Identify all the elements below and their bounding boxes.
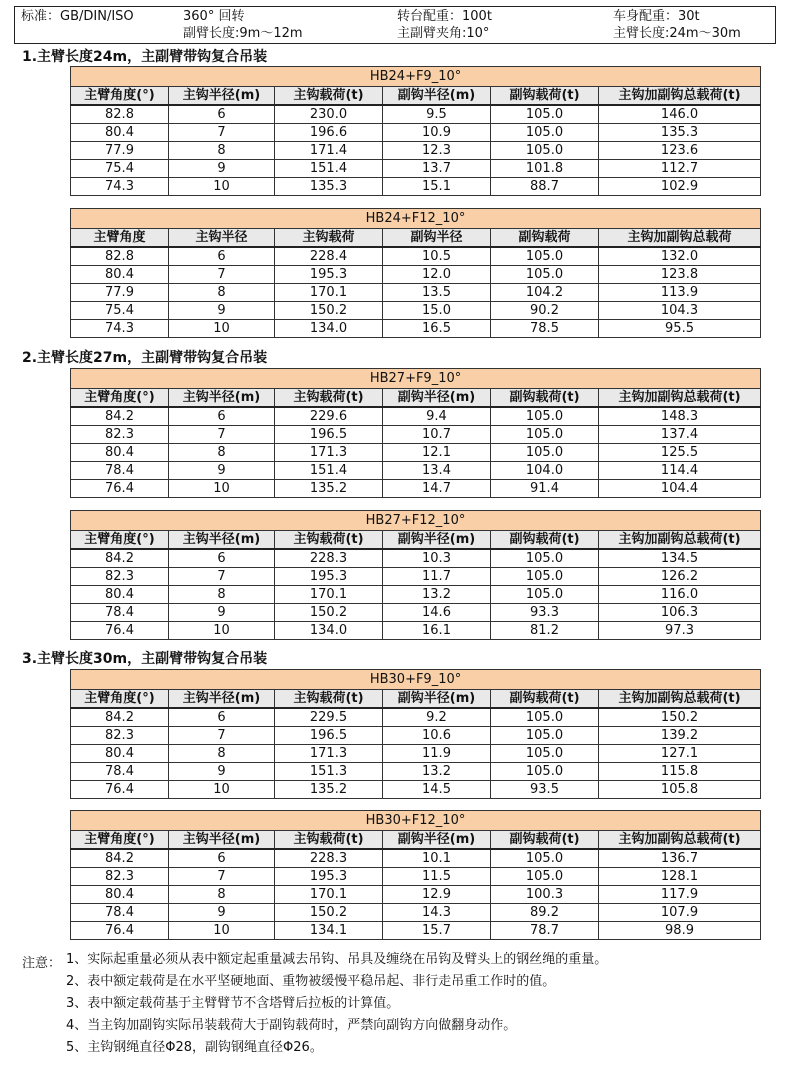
table-cell: 137.4 xyxy=(599,426,761,444)
column-header: 副钩半径(m) xyxy=(383,389,491,408)
jib-length-text: 副臂长度:9m～12m xyxy=(183,26,303,41)
table-cell: 89.2 xyxy=(491,904,599,922)
table-cell: 101.8 xyxy=(491,160,599,178)
table-title: HB24+F12_10° xyxy=(71,209,761,229)
table-cell: 8 xyxy=(169,284,275,302)
table-row xyxy=(71,868,761,886)
table-cell: 105.0 xyxy=(491,586,599,604)
table-cell: 126.2 xyxy=(599,568,761,586)
table-row xyxy=(71,604,761,622)
table-cell: 15.1 xyxy=(383,178,491,196)
table-cell: 117.9 xyxy=(599,886,761,904)
table-row xyxy=(71,142,761,160)
table-cell: 8 xyxy=(169,745,275,763)
table-cell: 9 xyxy=(169,763,275,781)
column-header: 副钩载荷(t) xyxy=(491,831,599,850)
table-cell: 78.4 xyxy=(71,604,169,622)
table-row xyxy=(71,745,761,763)
column-header: 副钩半径(m) xyxy=(383,831,491,850)
table-row xyxy=(71,407,761,426)
table-cell: 74.3 xyxy=(71,320,169,338)
table-cell: 13.2 xyxy=(383,763,491,781)
jib-angle-text: 主副臂夹角:10° xyxy=(397,26,490,41)
table-cell: 105.0 xyxy=(491,849,599,868)
table-cell: 114.4 xyxy=(599,462,761,480)
column-header-row xyxy=(71,831,761,850)
table-cell: 90.2 xyxy=(491,302,599,320)
table-cell: 196.6 xyxy=(275,124,383,142)
main-boom-length-text: 主臂长度:24m～30m xyxy=(613,26,741,41)
table-cell: 105.0 xyxy=(491,727,599,745)
table-row xyxy=(71,781,761,799)
table-cell: 127.1 xyxy=(599,745,761,763)
table-cell: 170.1 xyxy=(275,284,383,302)
table-cell: 8 xyxy=(169,444,275,462)
table-cell: 105.0 xyxy=(491,745,599,763)
table-row xyxy=(71,444,761,462)
standard-text: 标准：GB/DIN/ISO xyxy=(21,9,134,24)
table-row xyxy=(71,105,761,124)
table-row xyxy=(71,549,761,568)
table-cell: 80.4 xyxy=(71,886,169,904)
table-title: HB30+F12_10° xyxy=(71,811,761,831)
table-cell: 105.0 xyxy=(491,124,599,142)
table-cell: 78.4 xyxy=(71,904,169,922)
table-cell: 6 xyxy=(169,708,275,727)
table-cell: 151.4 xyxy=(275,160,383,178)
table-cell: 75.4 xyxy=(71,160,169,178)
body-counterweight-text: 车身配重：30t xyxy=(613,9,700,24)
table-cell: 78.7 xyxy=(491,922,599,940)
table-cell: 93.3 xyxy=(491,604,599,622)
table-cell: 9 xyxy=(169,462,275,480)
table-cell: 102.9 xyxy=(599,178,761,196)
table-cell: 107.9 xyxy=(599,904,761,922)
table-cell: 10 xyxy=(169,178,275,196)
note-line: 2、表中额定载荷是在水平坚硬地面、重物被缓慢平稳吊起、非行走吊重工作时的值。 xyxy=(66,974,556,989)
table-cell: 75.4 xyxy=(71,302,169,320)
table-cell: 229.6 xyxy=(275,407,383,426)
table-row xyxy=(71,302,761,320)
column-header: 主钩半径(m) xyxy=(169,690,275,709)
table-cell: 10.6 xyxy=(383,727,491,745)
table-cell: 105.8 xyxy=(599,781,761,799)
column-header: 副钩半径(m) xyxy=(383,87,491,106)
column-header: 主钩半径(m) xyxy=(169,831,275,850)
table-cell: 150.2 xyxy=(275,302,383,320)
table-title-row xyxy=(71,670,761,690)
table-title-row xyxy=(71,511,761,531)
table-cell: 82.8 xyxy=(71,105,169,124)
table-cell: 7 xyxy=(169,266,275,284)
table-cell: 12.1 xyxy=(383,444,491,462)
table-cell: 80.4 xyxy=(71,745,169,763)
table-cell: 195.3 xyxy=(275,266,383,284)
table-cell: 76.4 xyxy=(71,922,169,940)
table-row xyxy=(71,124,761,142)
table-cell: 112.7 xyxy=(599,160,761,178)
table-cell: 16.5 xyxy=(383,320,491,338)
table-cell: 139.2 xyxy=(599,727,761,745)
column-header-row xyxy=(71,389,761,408)
table-title: HB30+F9_10° xyxy=(71,670,761,690)
table-row xyxy=(71,849,761,868)
table-cell: 150.2 xyxy=(275,904,383,922)
table-cell: 105.0 xyxy=(491,266,599,284)
column-header: 主臂角度(°) xyxy=(71,389,169,408)
table-cell: 81.2 xyxy=(491,622,599,640)
table-cell: 9 xyxy=(169,160,275,178)
table-cell: 228.3 xyxy=(275,849,383,868)
table-cell: 82.3 xyxy=(71,868,169,886)
table-cell: 13.5 xyxy=(383,284,491,302)
table-cell: 9.4 xyxy=(383,407,491,426)
table-cell: 10.7 xyxy=(383,426,491,444)
table-row xyxy=(71,708,761,727)
table-cell: 8 xyxy=(169,142,275,160)
table-cell: 80.4 xyxy=(71,444,169,462)
table-cell: 77.9 xyxy=(71,284,169,302)
table-cell: 7 xyxy=(169,568,275,586)
table-cell: 105.0 xyxy=(491,426,599,444)
table-row xyxy=(71,160,761,178)
table-cell: 6 xyxy=(169,849,275,868)
column-header: 主钩半径 xyxy=(169,229,275,248)
column-header: 主钩载荷(t) xyxy=(275,690,383,709)
column-header: 主钩加副钩总载荷(t) xyxy=(599,87,761,106)
table-cell: 8 xyxy=(169,586,275,604)
column-header-row xyxy=(71,531,761,550)
table-cell: 148.3 xyxy=(599,407,761,426)
table-cell: 196.5 xyxy=(275,426,383,444)
table-cell: 84.2 xyxy=(71,407,169,426)
table-cell: 84.2 xyxy=(71,549,169,568)
table-cell: 105.0 xyxy=(491,142,599,160)
table-cell: 9 xyxy=(169,904,275,922)
column-header: 主钩加副钩总载荷(t) xyxy=(599,389,761,408)
column-header: 主臂角度(°) xyxy=(71,690,169,709)
table-cell: 15.0 xyxy=(383,302,491,320)
table-cell: 104.0 xyxy=(491,462,599,480)
table-cell: 14.5 xyxy=(383,781,491,799)
turntable-counterweight-text: 转台配重：100t xyxy=(397,9,492,24)
table-cell: 104.3 xyxy=(599,302,761,320)
table-cell: 93.5 xyxy=(491,781,599,799)
table-title-row xyxy=(71,67,761,87)
table-cell: 10.3 xyxy=(383,549,491,568)
column-header: 副钩载荷(t) xyxy=(491,531,599,550)
column-header: 主臂角度 xyxy=(71,229,169,248)
table-cell: 13.2 xyxy=(383,586,491,604)
table-row xyxy=(71,480,761,498)
table-cell: 228.4 xyxy=(275,247,383,266)
load-table-hb27-f12 xyxy=(70,510,761,640)
table-cell: 12.9 xyxy=(383,886,491,904)
column-header: 副钩半径 xyxy=(383,229,491,248)
column-header: 主钩半径(m) xyxy=(169,389,275,408)
table-cell: 135.2 xyxy=(275,480,383,498)
table-cell: 128.1 xyxy=(599,868,761,886)
note-line: 1、实际起重量必须从表中额定起重量减去吊钩、吊具及缠绕在吊钩及臂头上的钢丝绳的重量。 xyxy=(66,952,608,967)
table-cell: 88.7 xyxy=(491,178,599,196)
table-cell: 6 xyxy=(169,105,275,124)
table-cell: 125.5 xyxy=(599,444,761,462)
table-cell: 105.0 xyxy=(491,444,599,462)
note-line: 4、当主钩加副钩实际吊装载荷大于副钩载荷时，严禁向副钩方向做翻身动作。 xyxy=(66,1018,517,1033)
table-cell: 98.9 xyxy=(599,922,761,940)
table-title-row xyxy=(71,209,761,229)
column-header: 主钩加副钩总载荷(t) xyxy=(599,690,761,709)
table-cell: 8 xyxy=(169,886,275,904)
column-header: 主钩加副钩总载荷 xyxy=(599,229,761,248)
table-cell: 170.1 xyxy=(275,586,383,604)
table-cell: 105.0 xyxy=(491,407,599,426)
table-cell: 76.4 xyxy=(71,622,169,640)
table-row xyxy=(71,922,761,940)
table-cell: 106.3 xyxy=(599,604,761,622)
table-cell: 105.0 xyxy=(491,708,599,727)
table-cell: 113.9 xyxy=(599,284,761,302)
table-cell: 80.4 xyxy=(71,124,169,142)
table-cell: 134.1 xyxy=(275,922,383,940)
table-row xyxy=(71,462,761,480)
column-header: 主钩加副钩总载荷(t) xyxy=(599,531,761,550)
table-cell: 74.3 xyxy=(71,178,169,196)
column-header: 主钩载荷(t) xyxy=(275,87,383,106)
load-table-hb27-f9 xyxy=(70,368,761,498)
table-cell: 16.1 xyxy=(383,622,491,640)
column-header: 主臂角度(°) xyxy=(71,831,169,850)
column-header: 主臂角度(°) xyxy=(71,87,169,106)
table-cell: 229.5 xyxy=(275,708,383,727)
table-cell: 77.9 xyxy=(71,142,169,160)
table-cell: 123.8 xyxy=(599,266,761,284)
table-cell: 76.4 xyxy=(71,781,169,799)
notes-label: 注意： xyxy=(22,956,62,971)
table-cell: 10.9 xyxy=(383,124,491,142)
table-cell: 150.2 xyxy=(599,708,761,727)
table-cell: 6 xyxy=(169,247,275,266)
table-cell: 82.3 xyxy=(71,727,169,745)
table-cell: 195.3 xyxy=(275,868,383,886)
table-cell: 151.3 xyxy=(275,763,383,781)
rotation-text: 360° 回转 xyxy=(183,9,245,24)
table-cell: 14.7 xyxy=(383,480,491,498)
table-cell: 100.3 xyxy=(491,886,599,904)
table-cell: 91.4 xyxy=(491,480,599,498)
spec-header-box xyxy=(14,6,776,44)
table-cell: 11.9 xyxy=(383,745,491,763)
table-cell: 9 xyxy=(169,604,275,622)
column-header: 副钩半径(m) xyxy=(383,690,491,709)
table-cell: 105.0 xyxy=(491,868,599,886)
table-cell: 13.4 xyxy=(383,462,491,480)
table-row xyxy=(71,266,761,284)
table-cell: 10.5 xyxy=(383,247,491,266)
table-cell: 123.6 xyxy=(599,142,761,160)
table-row xyxy=(71,904,761,922)
table-row xyxy=(71,727,761,745)
table-cell: 151.4 xyxy=(275,462,383,480)
table-cell: 170.1 xyxy=(275,886,383,904)
table-cell: 10 xyxy=(169,781,275,799)
table-row xyxy=(71,622,761,640)
table-cell: 10 xyxy=(169,922,275,940)
table-cell: 84.2 xyxy=(71,849,169,868)
column-header: 副钩载荷 xyxy=(491,229,599,248)
table-cell: 7 xyxy=(169,426,275,444)
table-cell: 135.3 xyxy=(599,124,761,142)
table-cell: 10 xyxy=(169,480,275,498)
table-cell: 80.4 xyxy=(71,266,169,284)
table-cell: 6 xyxy=(169,549,275,568)
column-header: 副钩半径(m) xyxy=(383,531,491,550)
table-row xyxy=(71,586,761,604)
note-line: 3、表中额定载荷基于主臂臂节不含塔臂后拉板的计算值。 xyxy=(66,996,400,1011)
note-line: 5、主钩钢绳直径Φ28，副钩钢绳直径Φ26。 xyxy=(66,1040,323,1055)
table-cell: 14.6 xyxy=(383,604,491,622)
table-cell: 82.8 xyxy=(71,247,169,266)
table-cell: 132.0 xyxy=(599,247,761,266)
table-cell: 171.3 xyxy=(275,745,383,763)
table-cell: 97.3 xyxy=(599,622,761,640)
table-cell: 14.3 xyxy=(383,904,491,922)
table-cell: 135.3 xyxy=(275,178,383,196)
column-header: 主钩半径(m) xyxy=(169,87,275,106)
table-row xyxy=(71,284,761,302)
table-cell: 104.4 xyxy=(599,480,761,498)
column-header: 主钩载荷(t) xyxy=(275,831,383,850)
table-title: HB27+F12_10° xyxy=(71,511,761,531)
column-header-row xyxy=(71,229,761,248)
table-row xyxy=(71,178,761,196)
table-cell: 10.1 xyxy=(383,849,491,868)
section-title-24m: 1.主臂长度24m，主副臂带钩复合吊装 xyxy=(22,49,268,65)
column-header: 主臂角度(°) xyxy=(71,531,169,550)
table-cell: 171.4 xyxy=(275,142,383,160)
table-cell: 78.4 xyxy=(71,763,169,781)
column-header-row xyxy=(71,87,761,106)
table-row xyxy=(71,886,761,904)
section-title-27m: 2.主臂长度27m，主副臂带钩复合吊装 xyxy=(22,350,268,366)
table-cell: 195.3 xyxy=(275,568,383,586)
table-cell: 230.0 xyxy=(275,105,383,124)
table-cell: 15.7 xyxy=(383,922,491,940)
column-header: 副钩载荷(t) xyxy=(491,87,599,106)
column-header-row xyxy=(71,690,761,709)
section-title-30m: 3.主臂长度30m，主副臂带钩复合吊装 xyxy=(22,651,268,667)
table-cell: 196.5 xyxy=(275,727,383,745)
table-cell: 78.4 xyxy=(71,462,169,480)
load-table-hb30-f9 xyxy=(70,669,761,799)
column-header: 主钩半径(m) xyxy=(169,531,275,550)
table-cell: 12.0 xyxy=(383,266,491,284)
table-cell: 9.5 xyxy=(383,105,491,124)
table-cell: 82.3 xyxy=(71,568,169,586)
table-cell: 7 xyxy=(169,868,275,886)
table-cell: 76.4 xyxy=(71,480,169,498)
table-cell: 7 xyxy=(169,727,275,745)
table-title: HB24+F9_10° xyxy=(71,67,761,87)
table-title: HB27+F9_10° xyxy=(71,369,761,389)
column-header: 主钩载荷(t) xyxy=(275,531,383,550)
table-title-row xyxy=(71,811,761,831)
load-table-hb24-f9 xyxy=(70,66,761,196)
table-title-row xyxy=(71,369,761,389)
table-cell: 105.0 xyxy=(491,568,599,586)
table-cell: 104.2 xyxy=(491,284,599,302)
table-cell: 12.3 xyxy=(383,142,491,160)
table-cell: 11.5 xyxy=(383,868,491,886)
column-header: 副钩载荷(t) xyxy=(491,690,599,709)
table-cell: 105.0 xyxy=(491,763,599,781)
table-cell: 135.2 xyxy=(275,781,383,799)
table-cell: 134.5 xyxy=(599,549,761,568)
table-cell: 84.2 xyxy=(71,708,169,727)
table-cell: 10 xyxy=(169,320,275,338)
table-row xyxy=(71,763,761,781)
table-cell: 136.7 xyxy=(599,849,761,868)
table-cell: 115.8 xyxy=(599,763,761,781)
table-cell: 116.0 xyxy=(599,586,761,604)
table-cell: 150.2 xyxy=(275,604,383,622)
table-row xyxy=(71,320,761,338)
table-cell: 11.7 xyxy=(383,568,491,586)
table-cell: 6 xyxy=(169,407,275,426)
column-header: 主钩载荷(t) xyxy=(275,389,383,408)
column-header: 主钩载荷 xyxy=(275,229,383,248)
table-cell: 171.3 xyxy=(275,444,383,462)
table-cell: 82.3 xyxy=(71,426,169,444)
column-header: 主钩加副钩总载荷(t) xyxy=(599,831,761,850)
table-cell: 105.0 xyxy=(491,105,599,124)
table-cell: 105.0 xyxy=(491,247,599,266)
table-cell: 10 xyxy=(169,622,275,640)
table-cell: 78.5 xyxy=(491,320,599,338)
table-cell: 7 xyxy=(169,124,275,142)
table-cell: 146.0 xyxy=(599,105,761,124)
load-table-hb30-f12 xyxy=(70,810,761,940)
table-cell: 80.4 xyxy=(71,586,169,604)
table-cell: 13.7 xyxy=(383,160,491,178)
table-row xyxy=(71,247,761,266)
table-cell: 9.2 xyxy=(383,708,491,727)
table-row xyxy=(71,426,761,444)
load-table-hb24-f12 xyxy=(70,208,761,338)
table-cell: 9 xyxy=(169,302,275,320)
table-row xyxy=(71,568,761,586)
table-cell: 134.0 xyxy=(275,320,383,338)
table-cell: 134.0 xyxy=(275,622,383,640)
table-cell: 228.3 xyxy=(275,549,383,568)
column-header: 副钩载荷(t) xyxy=(491,389,599,408)
table-cell: 95.5 xyxy=(599,320,761,338)
table-cell: 105.0 xyxy=(491,549,599,568)
